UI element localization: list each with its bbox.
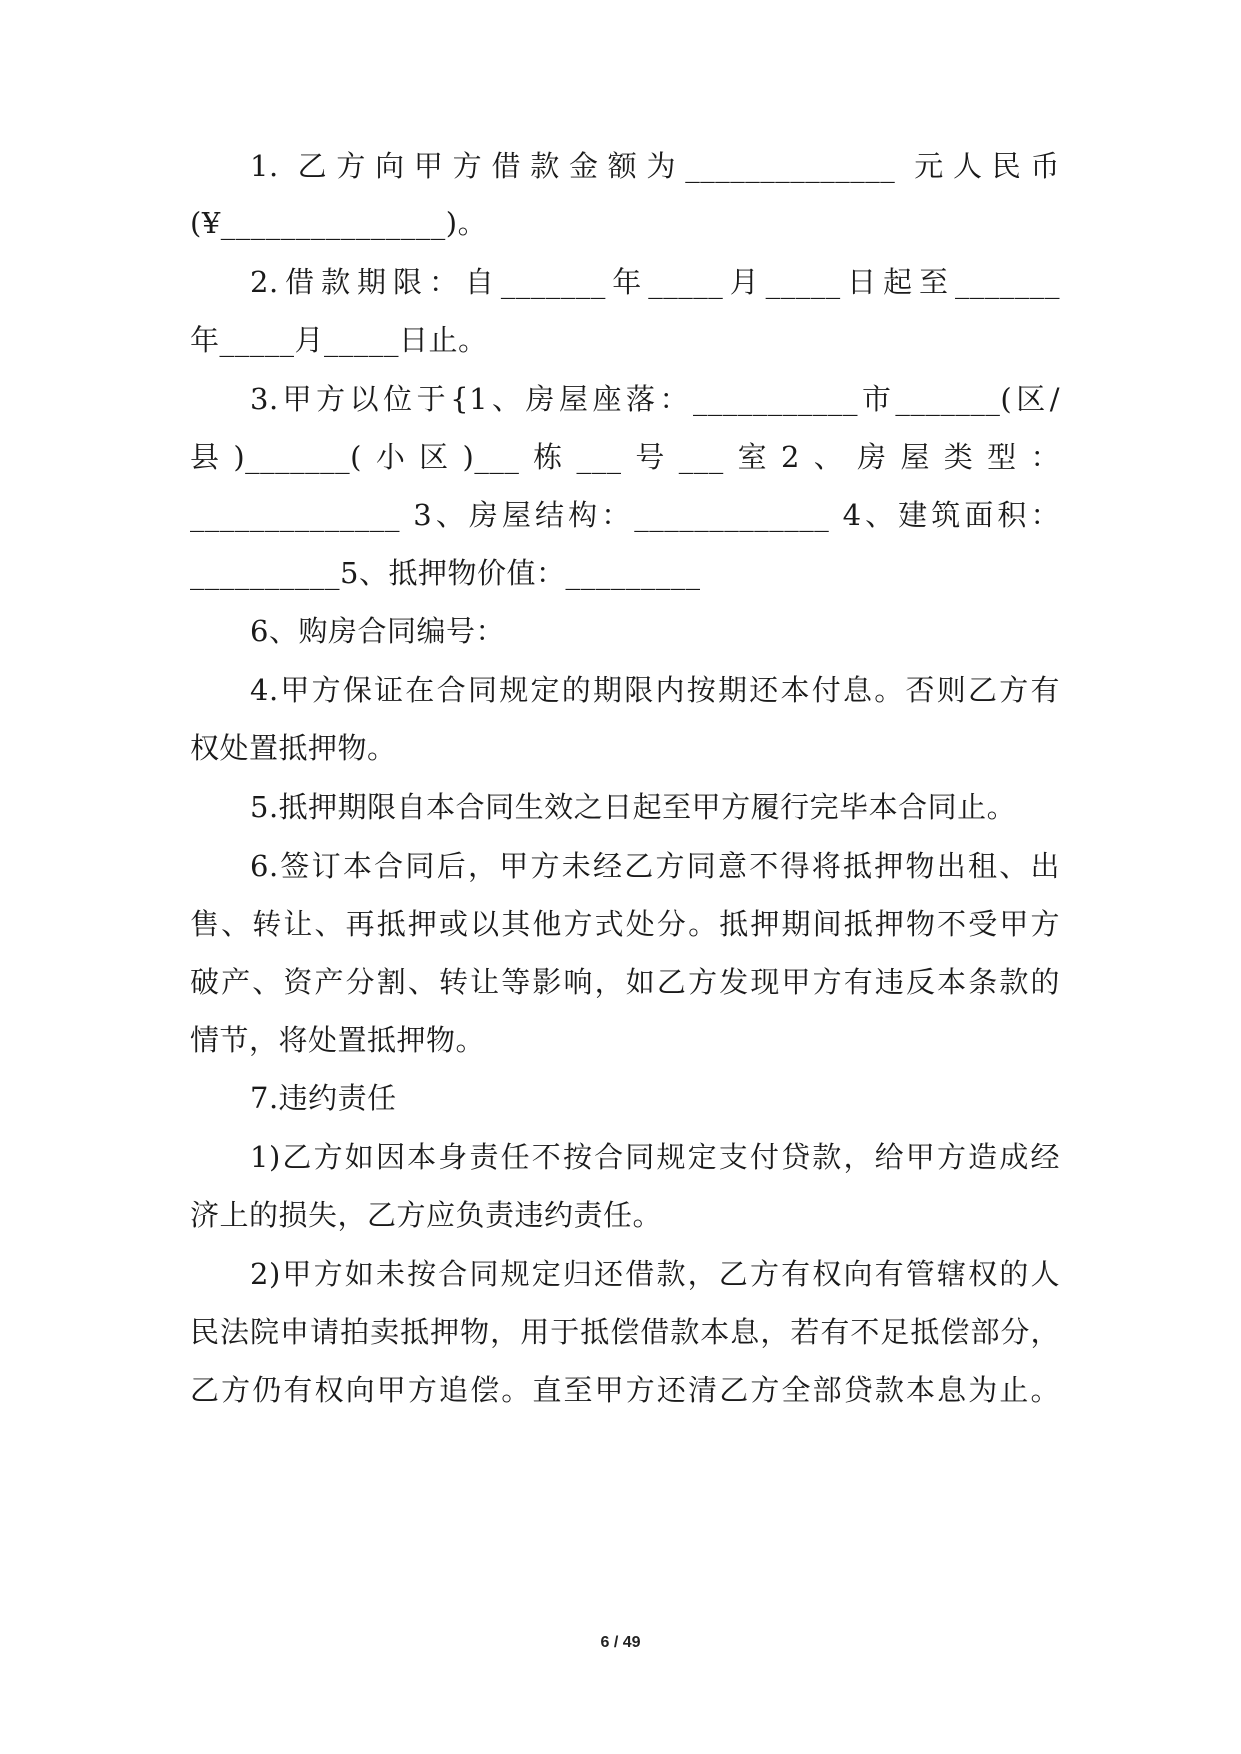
clause-6-line-2: 售、转让、再抵押或以其他方式处分。抵押期间抵押物不受甲方 [190,907,1060,941]
clause-1-line-2: (¥_______________)。 [190,206,488,240]
clause-7-item-2-line-1: 2)甲方如未按合同规定归还借款，乙方有权向有管辖权的人 [250,1257,1060,1291]
clause-1-line-1: 1. 乙方向甲方借款金额为______________ 元人民币 [250,149,1060,183]
clause-7-item-2-line-2: 民法院申请拍卖抵押物，用于抵偿借款本息，若有不足抵偿部分， [190,1315,1060,1349]
clause-3-item-6: 6、购房合同编号： [250,614,505,648]
clause-7-item-1-line-2: 济上的损失，乙方应负责违约责任。 [190,1198,663,1232]
clause-6-line-3: 破产、资产分割、转让等影响，如乙方发现甲方有违反本条款的 [190,965,1060,999]
clause-2-line-1: 2.借款期限：自_______年_____月_____日起至_______ [250,265,1060,299]
clause-7-heading: 7.违约责任 [250,1081,397,1115]
clause-7-item-1-line-1: 1)乙方如因本身责任不按合同规定支付贷款，给甲方造成经 [250,1140,1060,1174]
clause-6-line-1: 6.签订本合同后，甲方未经乙方同意不得将抵押物出租、出 [250,849,1060,883]
clause-2-line-2: 年_____月_____日止。 [190,323,488,357]
clause-4-line-1: 4.甲方保证在合同规定的期限内按期还本付息。否则乙方有 [250,673,1060,707]
clause-3-line-1: 3.甲方以位于{1、房屋座落：___________市_______(区/ [250,382,1060,416]
page-number: 6 / 49 [600,1634,641,1651]
clause-6-line-4: 情节，将处置抵押物。 [190,1023,486,1057]
clause-3-line-4: __________5、抵押物价值：_________ [190,556,701,590]
clause-7-item-2-line-3: 乙方仍有权向甲方追偿。直至甲方还清乙方全部贷款本息为止。 [190,1373,1060,1407]
clause-3-line-2: 县)_______(小区)___栋___号___室2、房屋类型： [190,440,1060,474]
clause-3-line-3: ______________ 3、房屋结构：_____________ 4、建筑面积： [190,498,1060,532]
clause-4-line-2: 权处置抵押物。 [190,731,397,765]
clause-5-line-1: 5.抵押期限自本合同生效之日起至甲方履行完毕本合同止。 [250,790,1017,824]
